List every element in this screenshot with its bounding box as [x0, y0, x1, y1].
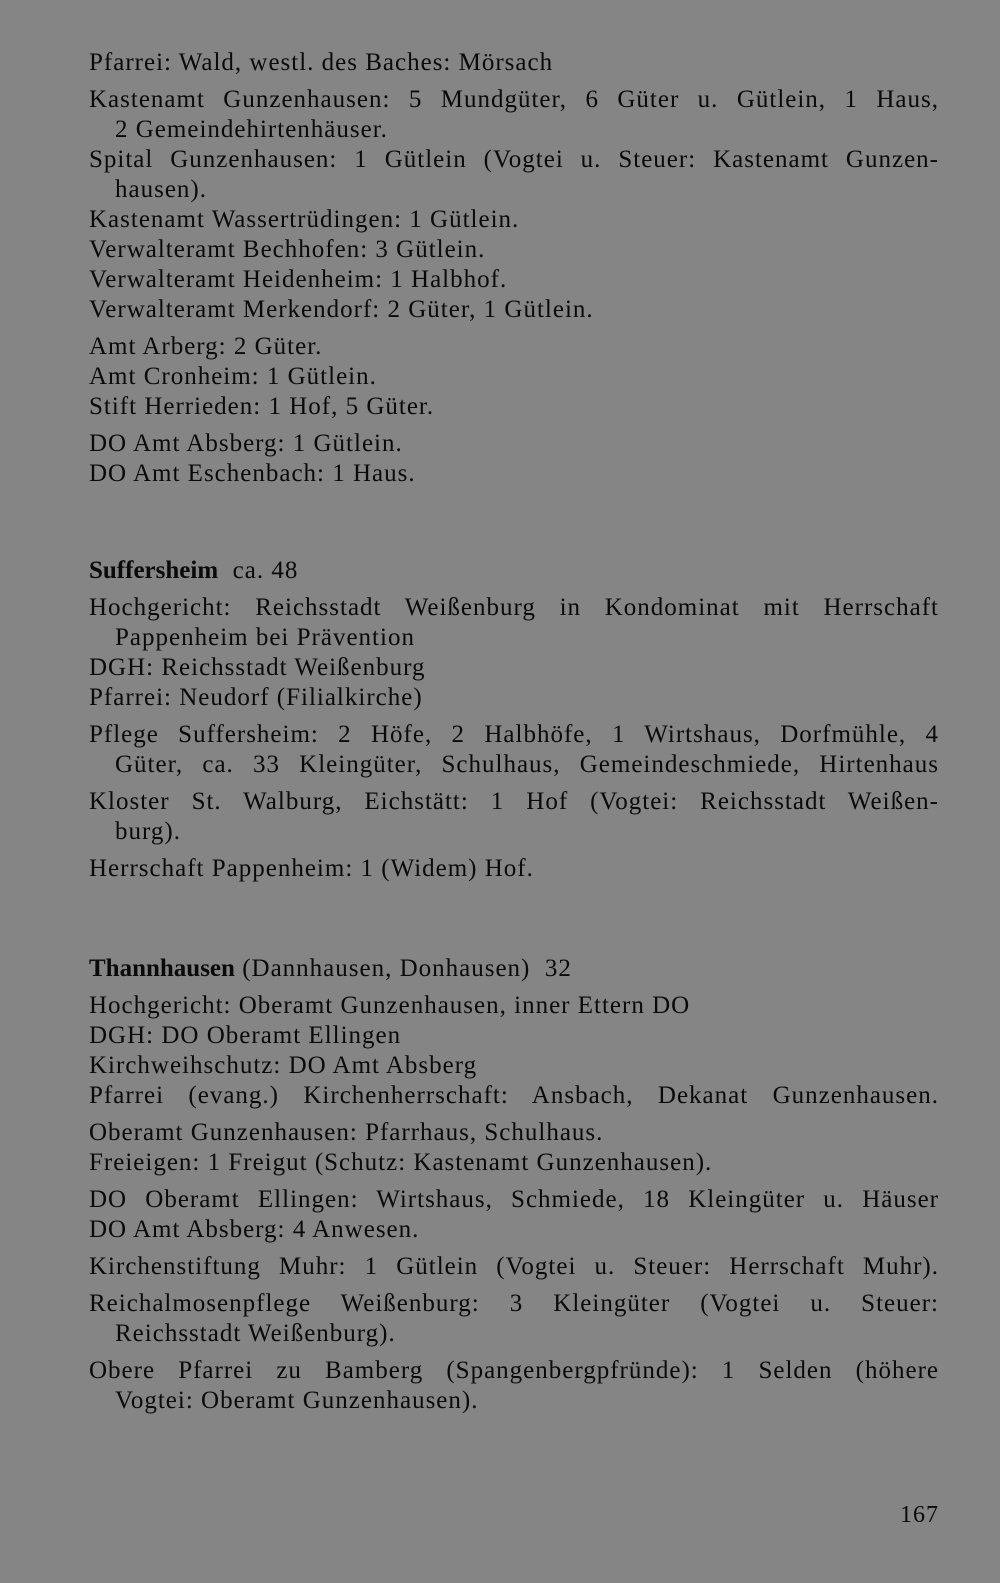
text-line: Reichsstadt Weißenburg). — [115, 1320, 396, 1347]
text-line: hausen). — [115, 176, 207, 203]
page-number: 167 — [900, 1502, 939, 1528]
text-line: DO Amt Eschenbach: 1 Haus. — [89, 460, 416, 487]
text-line: Verwalteramt Bechhofen: 3 Gütlein. — [89, 236, 486, 263]
text-line: Herrschaft Pappenheim: 1 (Widem) Hof. — [89, 855, 534, 882]
text-line: Amt Cronheim: 1 Gütlein. — [89, 363, 377, 390]
text-line: DO Amt Absberg: 1 Gütlein. — [89, 430, 403, 457]
text-line: Güter, ca. 33 Kleingüter, Schulhaus, Gemeindeschmiede, Hirtenhaus — [115, 751, 939, 778]
text-line: Spital Gunzenhausen: 1 Gütlein (Vogtei u. Steuer: Kastenamt Gunzen- — [89, 146, 939, 173]
text-line: Kirchenstiftung Muhr: 1 Gütlein (Vogtei u. Steuer: Herrschaft Muhr). — [89, 1253, 939, 1280]
text-line: Pfarrei (evang.) Kirchenherrschaft: Ansbach, Dekanat Gunzenhausen. — [89, 1082, 939, 1109]
text-line: Verwalteramt Merkendorf: 2 Güter, 1 Gütlein. — [89, 296, 594, 323]
section-thannhausen — [89, 954, 939, 1416]
place-name: Thannhausen — [89, 955, 235, 982]
text-line: Hochgericht: Reichsstadt Weißenburg in Kondominat mit Herrschaft — [89, 594, 939, 621]
place-name: Suffersheim — [89, 557, 219, 584]
text-line: Kirchweihschutz: DO Amt Absberg — [89, 1052, 478, 1079]
text-line: Kastenamt Gunzenhausen: 5 Mundgüter, 6 Güter u. Gütlein, 1 Haus, — [89, 86, 939, 113]
text-line: DO Amt Absberg: 4 Anwesen. — [89, 1216, 420, 1243]
text-line: Stift Herrieden: 1 Hof, 5 Güter. — [89, 393, 435, 420]
text-line: Pappenheim bei Prävention — [115, 624, 415, 651]
text-line: Verwalteramt Heidenheim: 1 Halbhof. — [89, 266, 508, 293]
heading-details: ca. 48 — [218, 557, 299, 584]
text-line: Amt Arberg: 2 Güter. — [89, 333, 323, 360]
text-line: Vogtei: Oberamt Gunzenhausen). — [115, 1387, 479, 1414]
section-suffersheim — [89, 556, 939, 884]
text-line: Reichalmosenpflege Weißenburg: 3 Kleingüter (Vogtei u. Steuer: — [89, 1290, 939, 1317]
section-heading — [89, 556, 939, 586]
text-line: Freieigen: 1 Freigut (Schutz: Kastenamt Gunzenhausen). — [89, 1149, 713, 1176]
section-heading — [89, 954, 939, 984]
text-line: DGH: Reichsstadt Weißenburg — [89, 654, 426, 681]
text-line: Pfarrei: Neudorf (Filialkirche) — [89, 684, 423, 711]
text-line: Kloster St. Walburg, Eichstätt: 1 Hof (Vogtei: Reichsstadt Weißen- — [89, 788, 939, 815]
section-wald — [89, 48, 939, 489]
text-line: Hochgericht: Oberamt Gunzenhausen, inner Ettern DO — [89, 992, 691, 1019]
text-line: Obere Pfarrei zu Bamberg (Spangenbergpfründe): 1 Selden (höhere — [89, 1357, 939, 1384]
text-line: DO Oberamt Ellingen: Wirtshaus, Schmiede, 18 Kleingüter u. Häuser — [89, 1186, 939, 1213]
text-line: 2 Gemeindehirtenhäuser. — [115, 116, 388, 143]
text-line: burg). — [115, 818, 181, 845]
text-line: Pfarrei: Wald, westl. des Baches: Mörsach — [89, 49, 554, 76]
text-line: DGH: DO Oberamt Ellingen — [89, 1022, 402, 1049]
text-line: Kastenamt Wassertrüdingen: 1 Gütlein. — [89, 206, 520, 233]
text-line: Oberamt Gunzenhausen: Pfarrhaus, Schulhaus. — [89, 1119, 604, 1146]
text-line: Pflege Suffersheim: 2 Höfe, 2 Halbhöfe, 1 Wirtshaus, Dorfmühle, 4 — [89, 721, 939, 748]
heading-details: (Dannhausen, Donhausen) 32 — [234, 955, 572, 982]
